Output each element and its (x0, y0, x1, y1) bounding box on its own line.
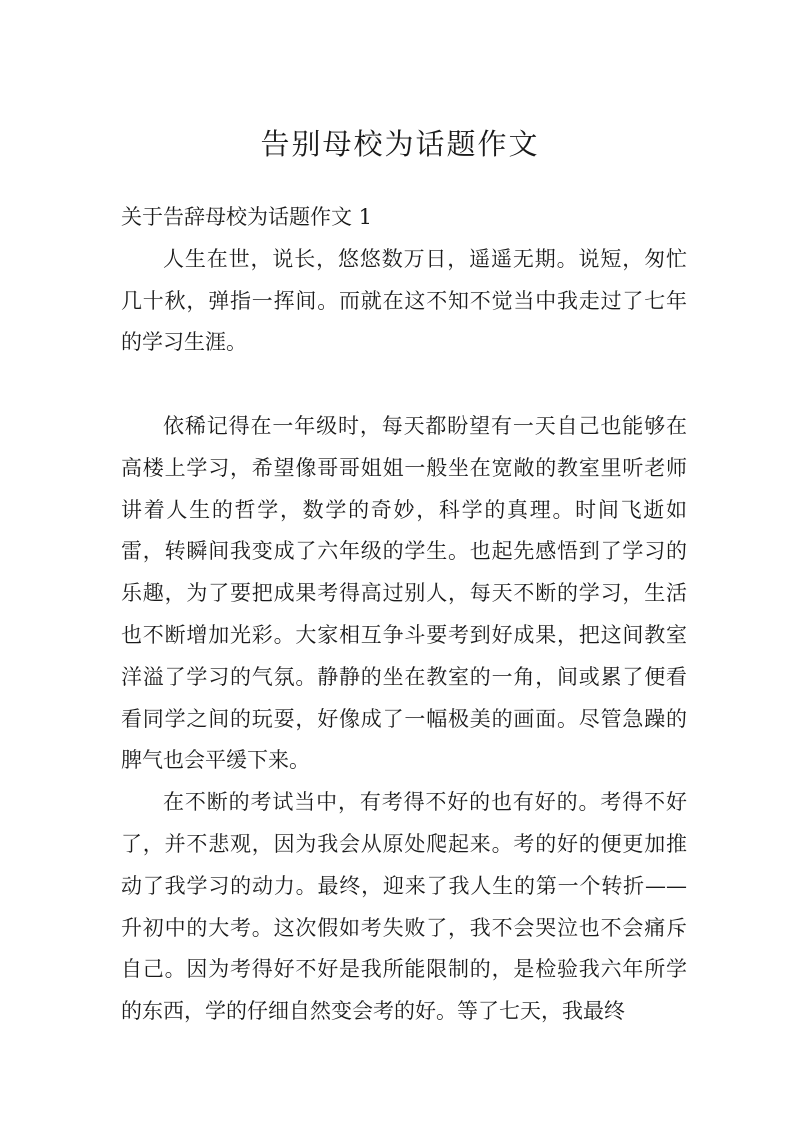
document-title: 告别母校为话题作文 (260, 127, 540, 161)
paragraph-2: 依稀记得在一年级时，每天都盼望有一天自己也能够在高楼上学习，希望像哥哥姐姐一般坐在宽敞的教室里听老师讲着人生的哲学，数学的奇妙，科学的真理。时间飞逝如雷，转瞬间我变成了六年级的学生。也起先感悟到了学习的乐趣，为了要把成果考得高过别人，每天不断的学习，生活也不断增加光彩。大家相互争斗要考到好成果，把这间教室洋溢了学习的气氛。静静的坐在教室的一角，间或累了便看看同学之间的玩耍，好像成了一幅极美的画面。尽管急躁的脾气也会平缓下来。 (121, 413, 687, 773)
document-body (121, 197, 687, 1033)
essay-subtitle: 关于告辞母校为话题作文 1 (121, 205, 373, 229)
paragraph-1: 人生在世，说长，悠悠数万日，遥遥无期。说短，匆忙几十秋，弹指一挥间。而就在这不知不觉当中我走过了七年的学习生涯。 (121, 246, 687, 355)
blank-line (121, 364, 687, 406)
paragraph-3: 在不断的考试当中，有考得不好的也有好的。考得不好了，并不悲观，因为我会从原处爬起来。考的好的便更加推动了我学习的动力。最终，迎来了我人生的第一个转折——升初中的大考。这次假如考失败了，我不会哭泣也不会痛斥自己。因为考得好不好是我所能限制的，是检验我六年所学的东西，学的仔细自然变会考的好。等了七天，我最终 (121, 790, 687, 1024)
